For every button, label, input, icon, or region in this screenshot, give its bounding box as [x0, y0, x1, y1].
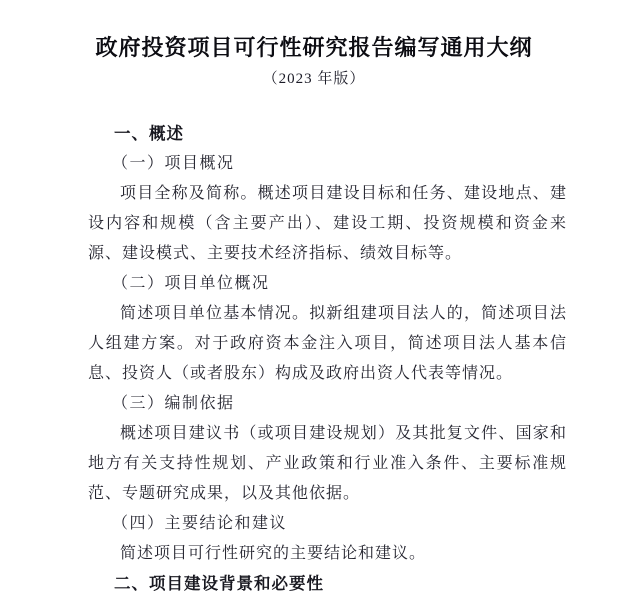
subsection-heading: （二）项目单位概况 [112, 275, 270, 292]
document-subtitle: （2023 年版） [262, 71, 366, 87]
paragraph: 项目全称及简称。概述项目建设目标和任务、建设地点、建设内容和规模（含主要产出）、建设工期、投资规模和资金来源、建设模式、主要技术经济指标、绩效目标等。 [88, 185, 567, 262]
document-title: 政府投资项目可行性研究报告编写通用大纲 [95, 35, 533, 60]
subsection-heading: （三）编制依据 [112, 395, 235, 412]
subsection-heading: （四）主要结论和建议 [112, 515, 288, 532]
section-heading: 一、概述 [114, 125, 184, 143]
paragraph: 概述项目建议书（或项目建设规划）及其批复文件、国家和地方有关支持性规划、产业政策和行业准入条件、主要标准规范、专题研究成果，以及其他依据。 [88, 425, 567, 502]
paragraph: 简述项目可行性研究的主要结论和建议。 [120, 545, 427, 562]
document-body [88, 119, 567, 592]
subsection-heading: （一）项目概况 [112, 155, 235, 172]
paragraph: 简述项目单位基本情况。拟新组建项目法人的，简述项目法人组建方案。对于政府资本金注入项目，简述项目法人基本信息、投资人（或者股东）构成及政府出资人代表等情况。 [88, 305, 567, 382]
section-heading: 二、项目建设背景和必要性 [114, 575, 324, 592]
